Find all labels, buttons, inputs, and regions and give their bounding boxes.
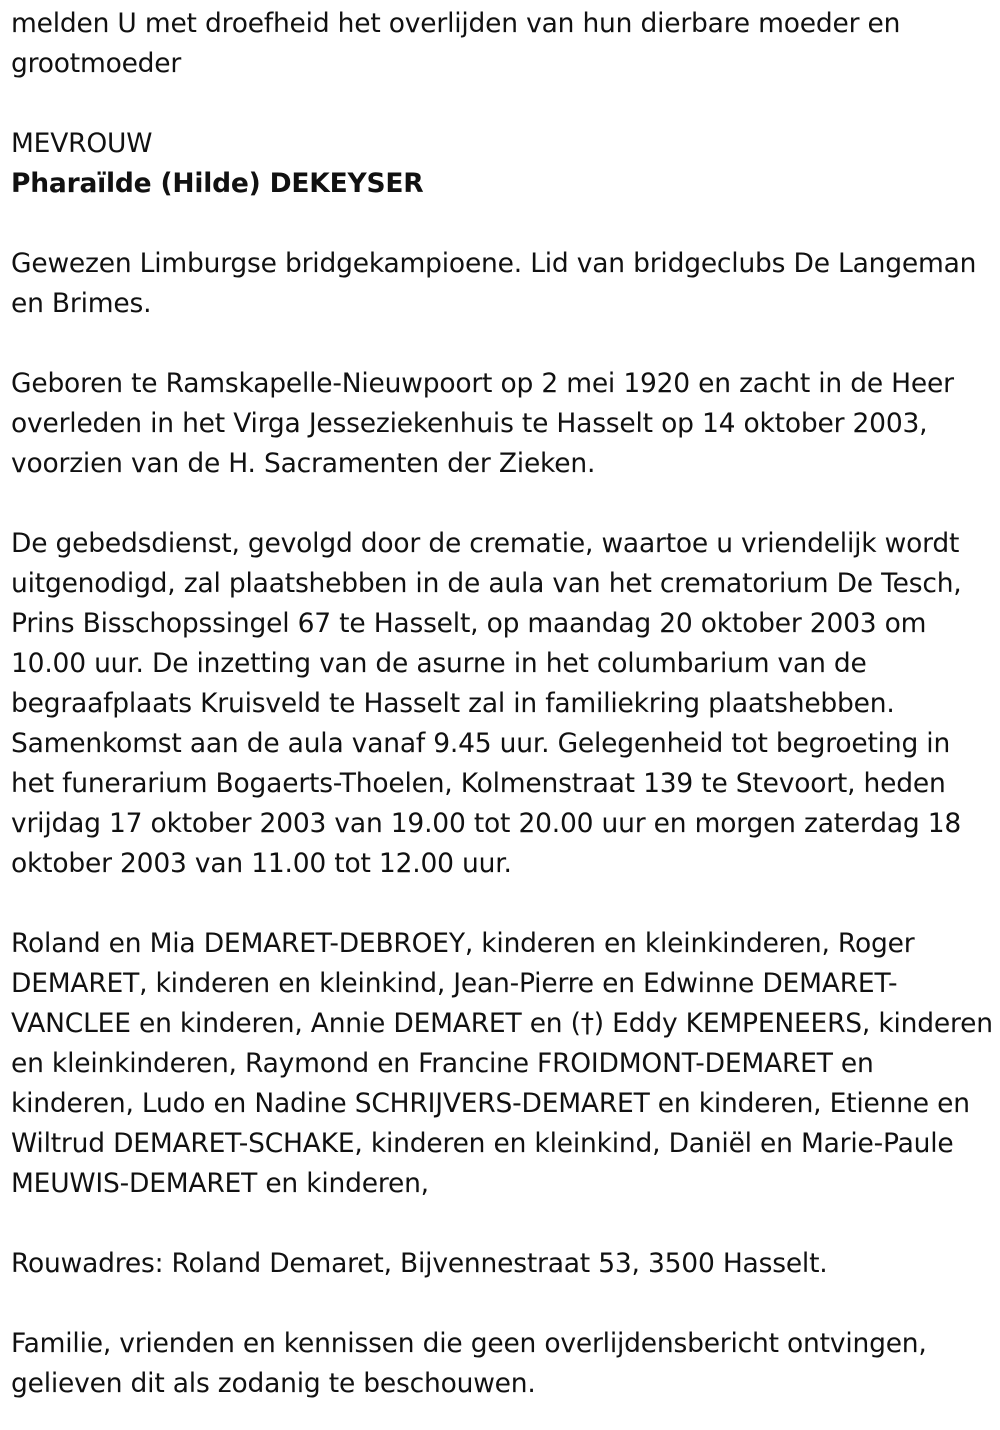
mourning-address: Rouwadres: Roland Demaret, Bijvennestraat 53, 3500 Hasselt. <box>11 1248 828 1279</box>
spacer <box>11 884 995 924</box>
service-paragraph: De gebedsdienst, gevolgd door de crematie, waartoe u vriendelijk wordt uitgenodigd, zal plaatshebben in de aula van het crematorium De Tesch, Prins Bisschopssingel 67 te Hasselt, op maandag 20 oktober 2003 om 10.00 uur. De inzetting van de asurne in het columbarium van de begraafplaats Kruisveld te Hasselt zal in familiekring plaatshebben. Samenkomst aan de aula vanaf 9.45 uur. Gelegenheid tot begroeting in het funerarium Bogaerts-Thoelen, Kolmenstraat 139 te Stevoort, heden vrijdag 17 oktober 2003 van 19.00 tot 20.00 uur en morgen zaterdag 18 oktober 2003 van 11.00 tot 12.00 uur. <box>11 528 962 879</box>
intro-paragraph: melden U met droefheid het overlijden van hun dierbare moeder en grootmoeder <box>11 8 901 79</box>
birth-death-paragraph: Geboren te Ramskapelle-Nieuwpoort op 2 mei 1920 en zacht in de Heer overleden in het Virga Jesseziekenhuis te Hasselt op 14 oktober 2003, voorzien van de H. Sacramenten der Zieken. <box>11 368 954 479</box>
spacer <box>11 484 995 524</box>
spacer <box>11 324 995 364</box>
bio-paragraph: Gewezen Limburgse bridgekampioene. Lid van bridgeclubs De Langeman en Brimes. <box>11 248 977 319</box>
spacer <box>11 84 995 124</box>
family-paragraph: Roland en Mia DEMARET-DEBROEY, kinderen en kleinkinderen, Roger DEMARET, kinderen en kleinkind, Jean-Pierre en Edwinne DEMARET-VANCLEE en kinderen, Annie DEMARET en (†) Eddy KEMPENEERS, kinderen en kleinkinderen, Raymond en Francine FROIDMONT-DEMARET en kinderen, Ludo en Nadine SCHRIJVERS-DEMARET en kinderen, Etienne en Wiltrud DEMARET-SCHAKE, kinderen en kleinkind, Daniël en Marie-Paule MEUWIS-DEMARET en kinderen, <box>11 928 993 1199</box>
deceased-name: Pharaïlde (Hilde) DEKEYSER <box>11 168 424 199</box>
obituary-document <box>11 4 995 1404</box>
spacer <box>11 1204 995 1244</box>
spacer <box>11 204 995 244</box>
closing-paragraph: Familie, vrienden en kennissen die geen overlijdensbericht ontvingen, gelieven dit als zodanig te beschouwen. <box>11 1328 927 1399</box>
spacer <box>11 1284 995 1324</box>
honorific-title: MEVROUW <box>11 128 153 159</box>
